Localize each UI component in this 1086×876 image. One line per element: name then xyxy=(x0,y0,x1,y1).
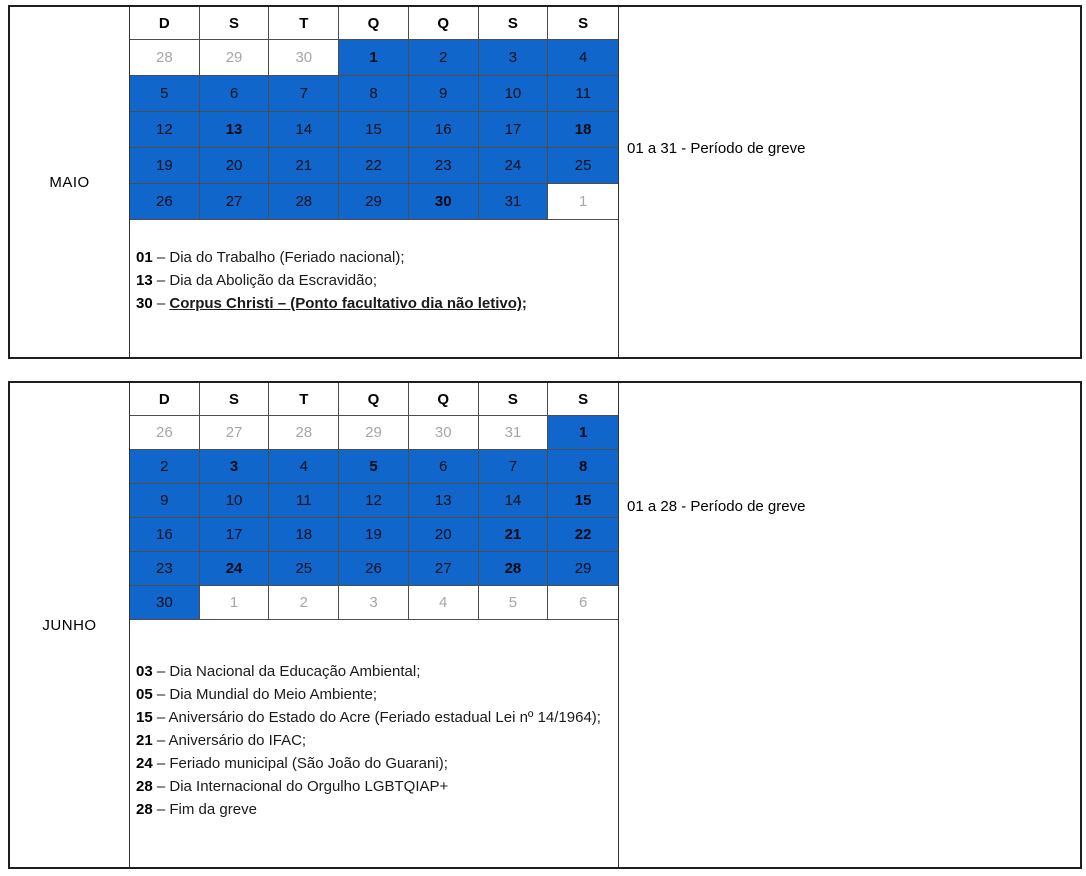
calendar-day: 10 xyxy=(200,484,270,518)
strike-period-cell-junho xyxy=(619,383,1080,867)
calendar-day: 4 xyxy=(269,450,339,484)
holiday-note-line: 15 – Aniversário do Estado do Acre (Feriado estadual Lei nº 14/1964); xyxy=(136,709,601,726)
calendar-day: 2 xyxy=(409,40,479,76)
calendar-day: 3 xyxy=(479,40,549,76)
calendar-day: 22 xyxy=(548,518,618,552)
calendar-day: 11 xyxy=(269,484,339,518)
calendar-day: 25 xyxy=(548,148,618,184)
holiday-note-line: 28 – Dia Internacional do Orgulho LGBTQIAP+ xyxy=(136,778,449,795)
holiday-notes-junho xyxy=(130,620,618,867)
calendar-day: 24 xyxy=(200,552,270,586)
calendar-day: 29 xyxy=(200,40,270,76)
calendar-day: 17 xyxy=(200,518,270,552)
holiday-note-line: 01 – Dia do Trabalho (Feriado nacional); xyxy=(136,249,405,266)
weekday-header: D xyxy=(130,7,200,40)
calendar-day: 9 xyxy=(409,76,479,112)
calendar-day: 24 xyxy=(479,148,549,184)
calendar-day: 5 xyxy=(479,586,549,620)
holiday-note-line: 30 – Corpus Christi – (Ponto facultativo dia não letivo); xyxy=(136,295,527,312)
calendar-day: 25 xyxy=(269,552,339,586)
calendar-day: 6 xyxy=(548,586,618,620)
calendar-day: 15 xyxy=(339,112,409,148)
calendar-day: 5 xyxy=(130,76,200,112)
holiday-note-line: 05 – Dia Mundial do Meio Ambiente; xyxy=(136,686,377,703)
calendar-day: 7 xyxy=(269,76,339,112)
calendar-day: 12 xyxy=(130,112,200,148)
calendar-day: 26 xyxy=(339,552,409,586)
strike-period-cell-maio xyxy=(619,7,1080,357)
calendar-day: 27 xyxy=(409,552,479,586)
calendar-day: 8 xyxy=(548,450,618,484)
calendar-day: 29 xyxy=(548,552,618,586)
calendar-day: 1 xyxy=(200,586,270,620)
calendar-day: 7 xyxy=(479,450,549,484)
calendar-day: 18 xyxy=(269,518,339,552)
calendar-day: 26 xyxy=(130,184,200,220)
calendar-day: 1 xyxy=(339,40,409,76)
calendar-day: 30 xyxy=(409,416,479,450)
calendar-day: 13 xyxy=(200,112,270,148)
calendar-day: 22 xyxy=(339,148,409,184)
calendar-day: 4 xyxy=(548,40,618,76)
calendar-day: 14 xyxy=(479,484,549,518)
calendar-day: 30 xyxy=(269,40,339,76)
calendar-day: 5 xyxy=(339,450,409,484)
calendar-day: 23 xyxy=(409,148,479,184)
calendar-day: 1 xyxy=(548,416,618,450)
calendar-day: 27 xyxy=(200,184,270,220)
weekday-header: S xyxy=(200,383,270,416)
calendar-day: 28 xyxy=(269,184,339,220)
calendar-day: 14 xyxy=(269,112,339,148)
month-maio-middle-column xyxy=(130,7,619,357)
calendar-day: 21 xyxy=(269,148,339,184)
weekday-header: S xyxy=(548,383,618,416)
calendar-day: 2 xyxy=(130,450,200,484)
calendar-day: 27 xyxy=(200,416,270,450)
calendar-day: 2 xyxy=(269,586,339,620)
calendar-day: 26 xyxy=(130,416,200,450)
calendar-day: 31 xyxy=(479,416,549,450)
calendar-day: 11 xyxy=(548,76,618,112)
calendar-day: 8 xyxy=(339,76,409,112)
weekday-header: Q xyxy=(339,7,409,40)
calendar-day: 9 xyxy=(130,484,200,518)
calendar-day: 20 xyxy=(200,148,270,184)
weekday-header: Q xyxy=(409,7,479,40)
calendar-day: 6 xyxy=(200,76,270,112)
holiday-note-line: 13 – Dia da Abolição da Escravidão; xyxy=(136,272,378,289)
calendar-grid-junho xyxy=(130,383,618,620)
weekday-header: S xyxy=(200,7,270,40)
calendar-day: 28 xyxy=(130,40,200,76)
month-table-maio xyxy=(8,5,1082,359)
holiday-note-line: 28 – Fim da greve xyxy=(136,801,257,818)
calendar-day: 19 xyxy=(339,518,409,552)
strike-period-note-maio: 01 a 31 - Período de greve xyxy=(627,140,806,157)
strike-period-note-junho: 01 a 28 - Período de greve xyxy=(627,498,806,515)
calendar-day: 20 xyxy=(409,518,479,552)
weekday-header: S xyxy=(479,383,549,416)
weekday-header: S xyxy=(548,7,618,40)
month-table-junho xyxy=(8,381,1082,869)
weekday-header: Q xyxy=(409,383,479,416)
calendar-day: 16 xyxy=(409,112,479,148)
month-label-junho: JUNHO xyxy=(10,383,130,867)
month-label-maio: MAIO xyxy=(10,7,130,357)
calendar-day: 31 xyxy=(479,184,549,220)
calendar-day: 15 xyxy=(548,484,618,518)
calendar-day: 10 xyxy=(479,76,549,112)
calendar-day: 29 xyxy=(339,184,409,220)
calendar-day: 16 xyxy=(130,518,200,552)
holiday-note-line: 24 – Feriado municipal (São João do Guarani); xyxy=(136,755,448,772)
calendar-day: 21 xyxy=(479,518,549,552)
calendar-day: 18 xyxy=(548,112,618,148)
calendar-day: 23 xyxy=(130,552,200,586)
calendar-day: 4 xyxy=(409,586,479,620)
weekday-header: D xyxy=(130,383,200,416)
weekday-header: T xyxy=(269,383,339,416)
calendar-day: 30 xyxy=(409,184,479,220)
month-junho-middle-column xyxy=(130,383,619,867)
calendar-day: 28 xyxy=(479,552,549,586)
calendar-day: 17 xyxy=(479,112,549,148)
calendar-day: 29 xyxy=(339,416,409,450)
holiday-note-line: 03 – Dia Nacional da Educação Ambiental; xyxy=(136,663,421,680)
calendar-day: 6 xyxy=(409,450,479,484)
calendar-day: 28 xyxy=(269,416,339,450)
holiday-notes-maio xyxy=(130,220,618,357)
calendar-day: 12 xyxy=(339,484,409,518)
calendar-day: 19 xyxy=(130,148,200,184)
calendar-day: 1 xyxy=(548,184,618,220)
calendar-grid-maio xyxy=(130,7,618,220)
weekday-header: S xyxy=(479,7,549,40)
calendar-day: 30 xyxy=(130,586,200,620)
weekday-header: T xyxy=(269,7,339,40)
weekday-header: Q xyxy=(339,383,409,416)
calendar-day: 3 xyxy=(339,586,409,620)
holiday-note-line: 21 – Aniversário do IFAC; xyxy=(136,732,307,749)
calendar-day: 13 xyxy=(409,484,479,518)
calendar-day: 3 xyxy=(200,450,270,484)
